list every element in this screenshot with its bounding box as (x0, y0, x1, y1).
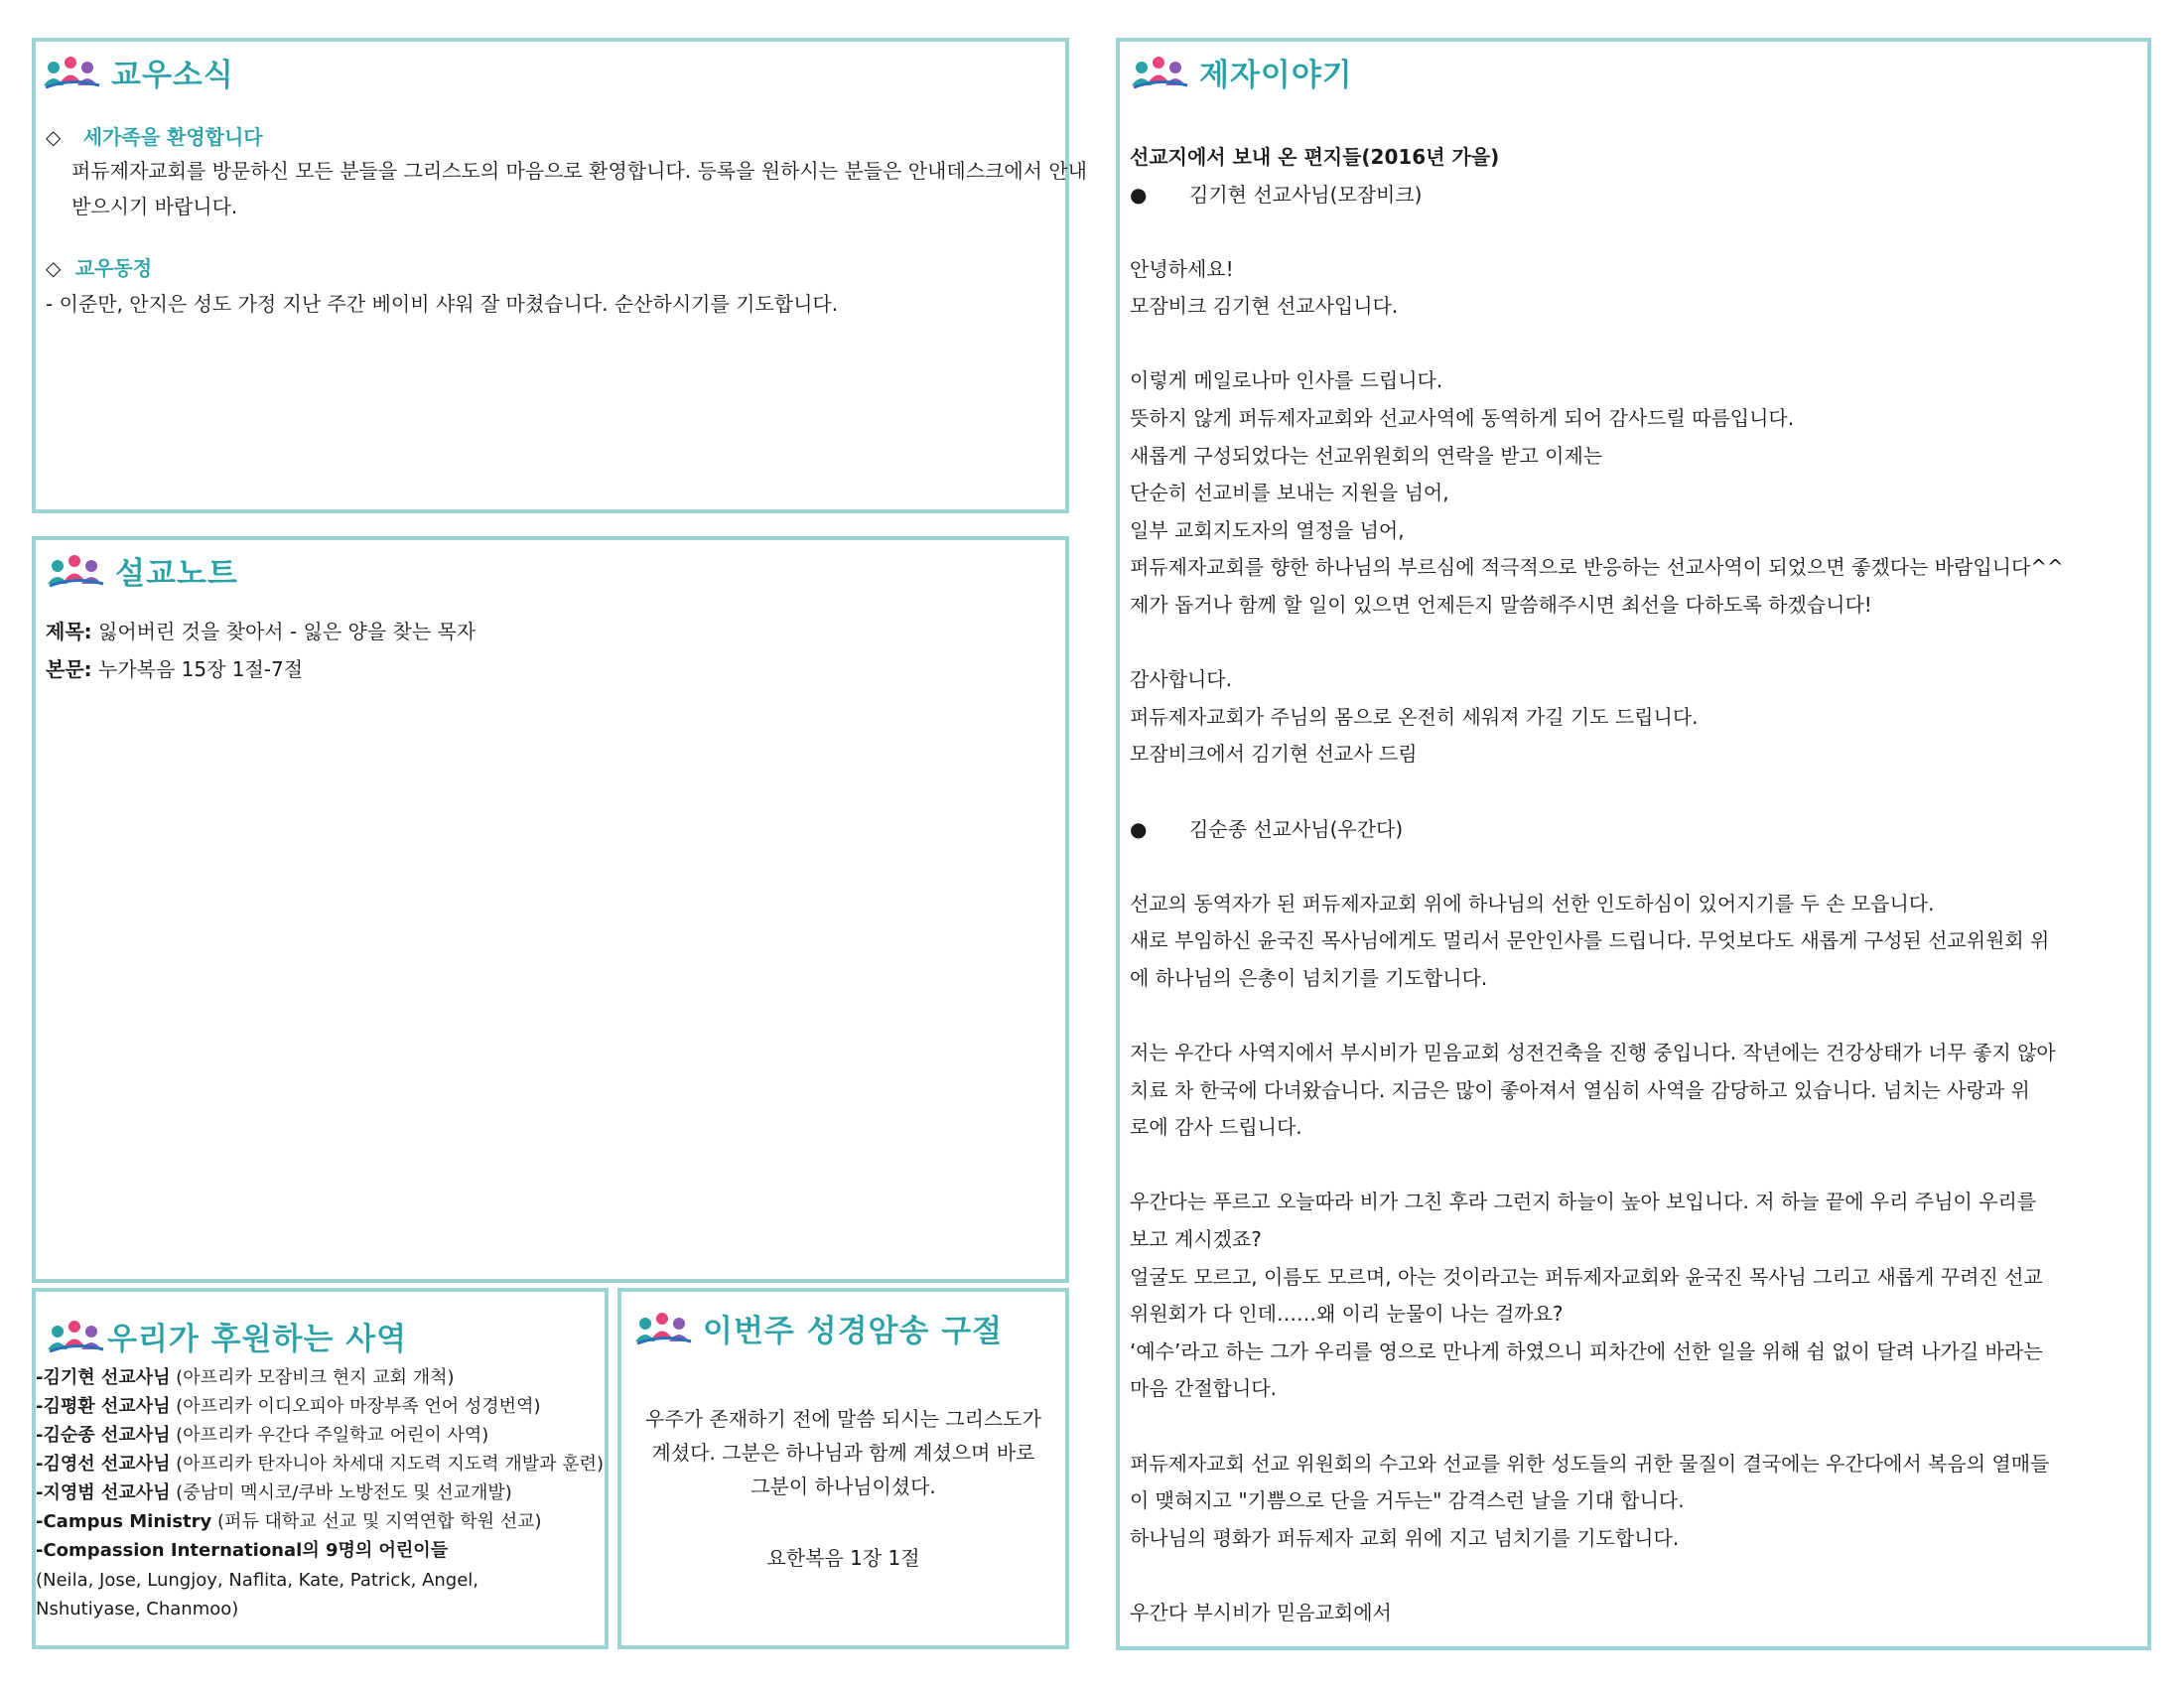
missionary-2-name: 김순종 선교사님(우간다) (1189, 817, 1404, 841)
letter-line: 위원회가 다 인데……왜 이리 눈물이 나는 걸까요? (1130, 1302, 1564, 1327)
stories-header (1132, 50, 1353, 94)
letter-line: 제가 돕거나 함께 할 일이 있으면 언제든지 말씀해주시면 최선을 다하도록 하겠습니다! (1130, 592, 1872, 617)
mission-desc: (아프리카 탄자니아 차세대 지도력 지도력 개발과 훈련) (170, 1454, 605, 1475)
mission-name: -지영범 선교사님 (36, 1482, 171, 1503)
sermon-text-label: 본문: (46, 657, 92, 681)
updates-body: - 이준만, 안지은 성도 가정 지난 주간 베이비 샤워 잘 마쳤습니다. 순산하시기를 기도합니다. (46, 292, 839, 316)
news-title: 교우소식 (111, 58, 234, 93)
verse-line-3: 그분이 하나님이셨다. (751, 1475, 936, 1498)
mission-name: -김순종 선교사님 (36, 1425, 171, 1446)
letter-line (1130, 997, 2056, 1035)
children-line-2: Nshutiyase, Chanmoo) (36, 1599, 239, 1619)
mission-name: -김기현 선교사님 (36, 1367, 171, 1388)
mission-name: -김평환 선교사님 (36, 1396, 171, 1417)
diamond-icon: ◇ (46, 256, 62, 280)
verse-panel (617, 1288, 1069, 1649)
letter-line: 이렇게 메일로나마 인사를 드립니다. (1130, 368, 1443, 393)
missions-panel (32, 1288, 609, 1649)
mission-desc: (아프리카 모잠비크 현지 교회 개척) (170, 1367, 455, 1388)
letter-line (1130, 326, 2064, 363)
letter-line: 선교의 동역자가 된 퍼듀제자교회 위에 하나님의 선한 인도하심이 있어지기를 두 손 모읍니다. (1130, 891, 1935, 915)
welcome-heading (46, 119, 263, 156)
stories-panel (1116, 38, 2151, 1650)
mission-desc: (퍼듀 대학교 선교 및 지역연합 학원 선교) (211, 1511, 542, 1532)
mission-desc: (아프리카 우간다 주일학교 어린이 사역) (170, 1425, 489, 1446)
missionary-2-bullet (1130, 811, 1403, 848)
updates-heading (46, 250, 152, 287)
mission-name: -김영선 선교사님 (36, 1454, 171, 1475)
letter-line: 우간다 부시비가 믿음교회에서 (1130, 1600, 1392, 1624)
people-logo-icon (44, 56, 101, 89)
mission-item (36, 1507, 604, 1536)
news-header (44, 50, 234, 94)
mission-item (36, 1536, 604, 1565)
letter-line (1130, 625, 2064, 662)
bullet-icon: ● (1130, 817, 1148, 841)
letter-line: 모잠비크 김기현 선교사입니다. (1130, 294, 1399, 319)
letter-line: 새로 부임하신 윤국진 목사님에게도 멀리서 문안인사를 드립니다. 무엇보다도 새롭게 구성된 선교위원회 위 (1130, 928, 2050, 953)
letter-line: 안녕하세요! (1130, 256, 1234, 281)
news-panel (32, 38, 1087, 513)
mission-desc: (중남미 멕시코/쿠바 노방전도 및 선교개발) (170, 1482, 512, 1503)
mission-item (36, 1450, 604, 1478)
missions-list (36, 1363, 604, 1565)
mission-name: -Compassion International의 9명의 어린이들 (36, 1540, 449, 1561)
sermon-text (46, 651, 303, 688)
diamond-icon: ◇ (46, 125, 62, 149)
verse-line-2: 계셨다. 그분은 하나님과 함께 계셨으며 바로 (651, 1441, 1035, 1465)
stories-heading: 선교지에서 보내 온 편지들(2016년 가을) (1130, 145, 1500, 169)
sermon-panel (32, 536, 1069, 1283)
letter-line: 퍼듀제자교회 선교 위원회의 수고와 선교를 위한 성도들의 귀한 물질이 결국에는 우간다에서 복음의 열매들 (1130, 1451, 2050, 1476)
letter-line: 뜻하지 않게 퍼듀제자교회와 선교사역에 동역하게 되어 감사드릴 따름입니다. (1130, 405, 1795, 430)
mission-desc: (아프리카 이디오피아 마장부족 언어 성경번역) (170, 1396, 541, 1417)
letter-line: 새롭게 구성되었다는 선교위원회의 연락을 받고 이제는 (1130, 443, 1603, 468)
people-logo-icon (635, 1312, 693, 1345)
verse-line-1: 우주가 존재하기 전에 말씀 되시는 그리스도가 (645, 1407, 1041, 1431)
letter-line: 우간다는 푸르고 오늘따라 비가 그친 후라 그런지 하늘이 높아 보입니다. 저 하늘 끝에 우리 주님이 우리를 (1130, 1190, 2037, 1214)
sermon-subject-text: 잃어버린 것을 찾아서 - 잃은 양을 찾는 목자 (98, 620, 477, 643)
letter-line: 얼굴도 모르고, 이름도 모르며, 아는 것이라고는 퍼듀제자교회와 윤국진 목사님 그리고 새롭게 꾸려진 선교 (1130, 1264, 2043, 1289)
missions-header (48, 1314, 407, 1358)
welcome-body-line-1: 퍼듀제자교회를 방문하신 모든 분들을 그리스도의 마음으로 환영합니다. 등록을 원하시는 분들은 안내데스크에서 안내 (71, 159, 1087, 183)
mission-item (36, 1478, 604, 1507)
verse-header (635, 1306, 1003, 1350)
letter-line: 이 맺혀지고 "기쁨으로 단을 거두는" 감격스런 날을 기대 합니다. (1130, 1488, 1685, 1513)
letter-line (1130, 1557, 2056, 1595)
verse-title: 이번주 성경암송 구절 (703, 1314, 1004, 1349)
missions-title: 우리가 후원하는 사역 (107, 1322, 408, 1357)
letter-line (1130, 213, 2064, 251)
letter-line: 감사합니다. (1130, 667, 1232, 692)
letter-1 (1130, 213, 2064, 811)
letter-line (1130, 1408, 2056, 1446)
letter-line: 단순히 선교비를 보내는 지원을 넘어, (1130, 481, 1449, 505)
welcome-body-line-2: 받으시기 바랍니다. (71, 195, 238, 218)
bullet-icon: ● (1130, 183, 1148, 207)
missionary-1-bullet (1130, 177, 1422, 213)
sermon-title: 설교노트 (115, 556, 238, 592)
people-logo-icon (1132, 56, 1189, 89)
letter-line: ‘예수’라고 하는 그가 우리를 영으로 만나게 하였으니 피차간에 선한 일을 위해 쉼 없이 달려 나가길 바라는 (1130, 1338, 2043, 1363)
updates-heading-text: 교우동정 (74, 256, 153, 280)
sermon-header (48, 548, 238, 593)
letter-2 (1130, 848, 2056, 1631)
letter-line (1130, 1147, 2056, 1185)
sermon-subject (46, 614, 476, 650)
welcome-heading-text: 세가족을 환영합니다 (82, 125, 263, 149)
missionary-1-name: 김기현 선교사님(모잠비크) (1189, 183, 1423, 207)
letter-line: 모잠비크에서 김기현 선교사 드림 (1130, 742, 1418, 767)
mission-name: -Campus Ministry (36, 1511, 212, 1532)
stories-title: 제자이야기 (1199, 58, 1353, 93)
verse-reference: 요한복음 1장 1절 (766, 1546, 920, 1570)
letter-line: 에 하나님의 은총이 넘치기를 기도합니다. (1130, 965, 1488, 990)
mission-item (36, 1363, 604, 1392)
letter-line: 퍼듀제자교회가 주님의 몸으로 온전히 세워져 가길 기도 드립니다. (1130, 704, 1699, 729)
children-line-1: (Neila, Jose, Lungjoy, Naflita, Kate, Patrick, Angel, (36, 1570, 479, 1591)
letter-line: 퍼듀제자교회를 향한 하나님의 부르심에 적극적으로 반응하는 선교사역이 되었으면 좋겠다는 바람입니다^^ (1130, 555, 2064, 580)
letter-line: 하나님의 평화가 퍼듀제자 교회 위에 지고 넘치기를 기도합니다. (1130, 1525, 1680, 1550)
letter-line: 보고 계시겠죠? (1130, 1226, 1262, 1251)
letter-line: 마음 간절합니다. (1130, 1376, 1277, 1401)
letter-line (1130, 848, 2056, 886)
letter-line: 로에 감사 드립니다. (1130, 1115, 1302, 1140)
sermon-text-value: 누가복음 15장 1절-7절 (98, 657, 304, 681)
letter-line: 일부 교회지도자의 열정을 넘어, (1130, 517, 1405, 542)
sermon-subject-label: 제목: (46, 620, 92, 643)
letter-line: 치료 차 한국에 다녀왔습니다. 지금은 많이 좋아져서 열심히 사역을 감당하고 있습니다. 넘치는 사랑과 위 (1130, 1077, 2030, 1102)
letter-line (1130, 774, 2064, 811)
people-logo-icon (48, 554, 105, 588)
mission-item (36, 1421, 604, 1450)
mission-item (36, 1392, 604, 1421)
people-logo-icon (48, 1320, 105, 1353)
letter-line: 저는 우간다 사역지에서 부시비가 믿음교회 성전건축을 진행 중입니다. 작년에는 건강상태가 너무 좋지 않아 (1130, 1040, 2056, 1064)
